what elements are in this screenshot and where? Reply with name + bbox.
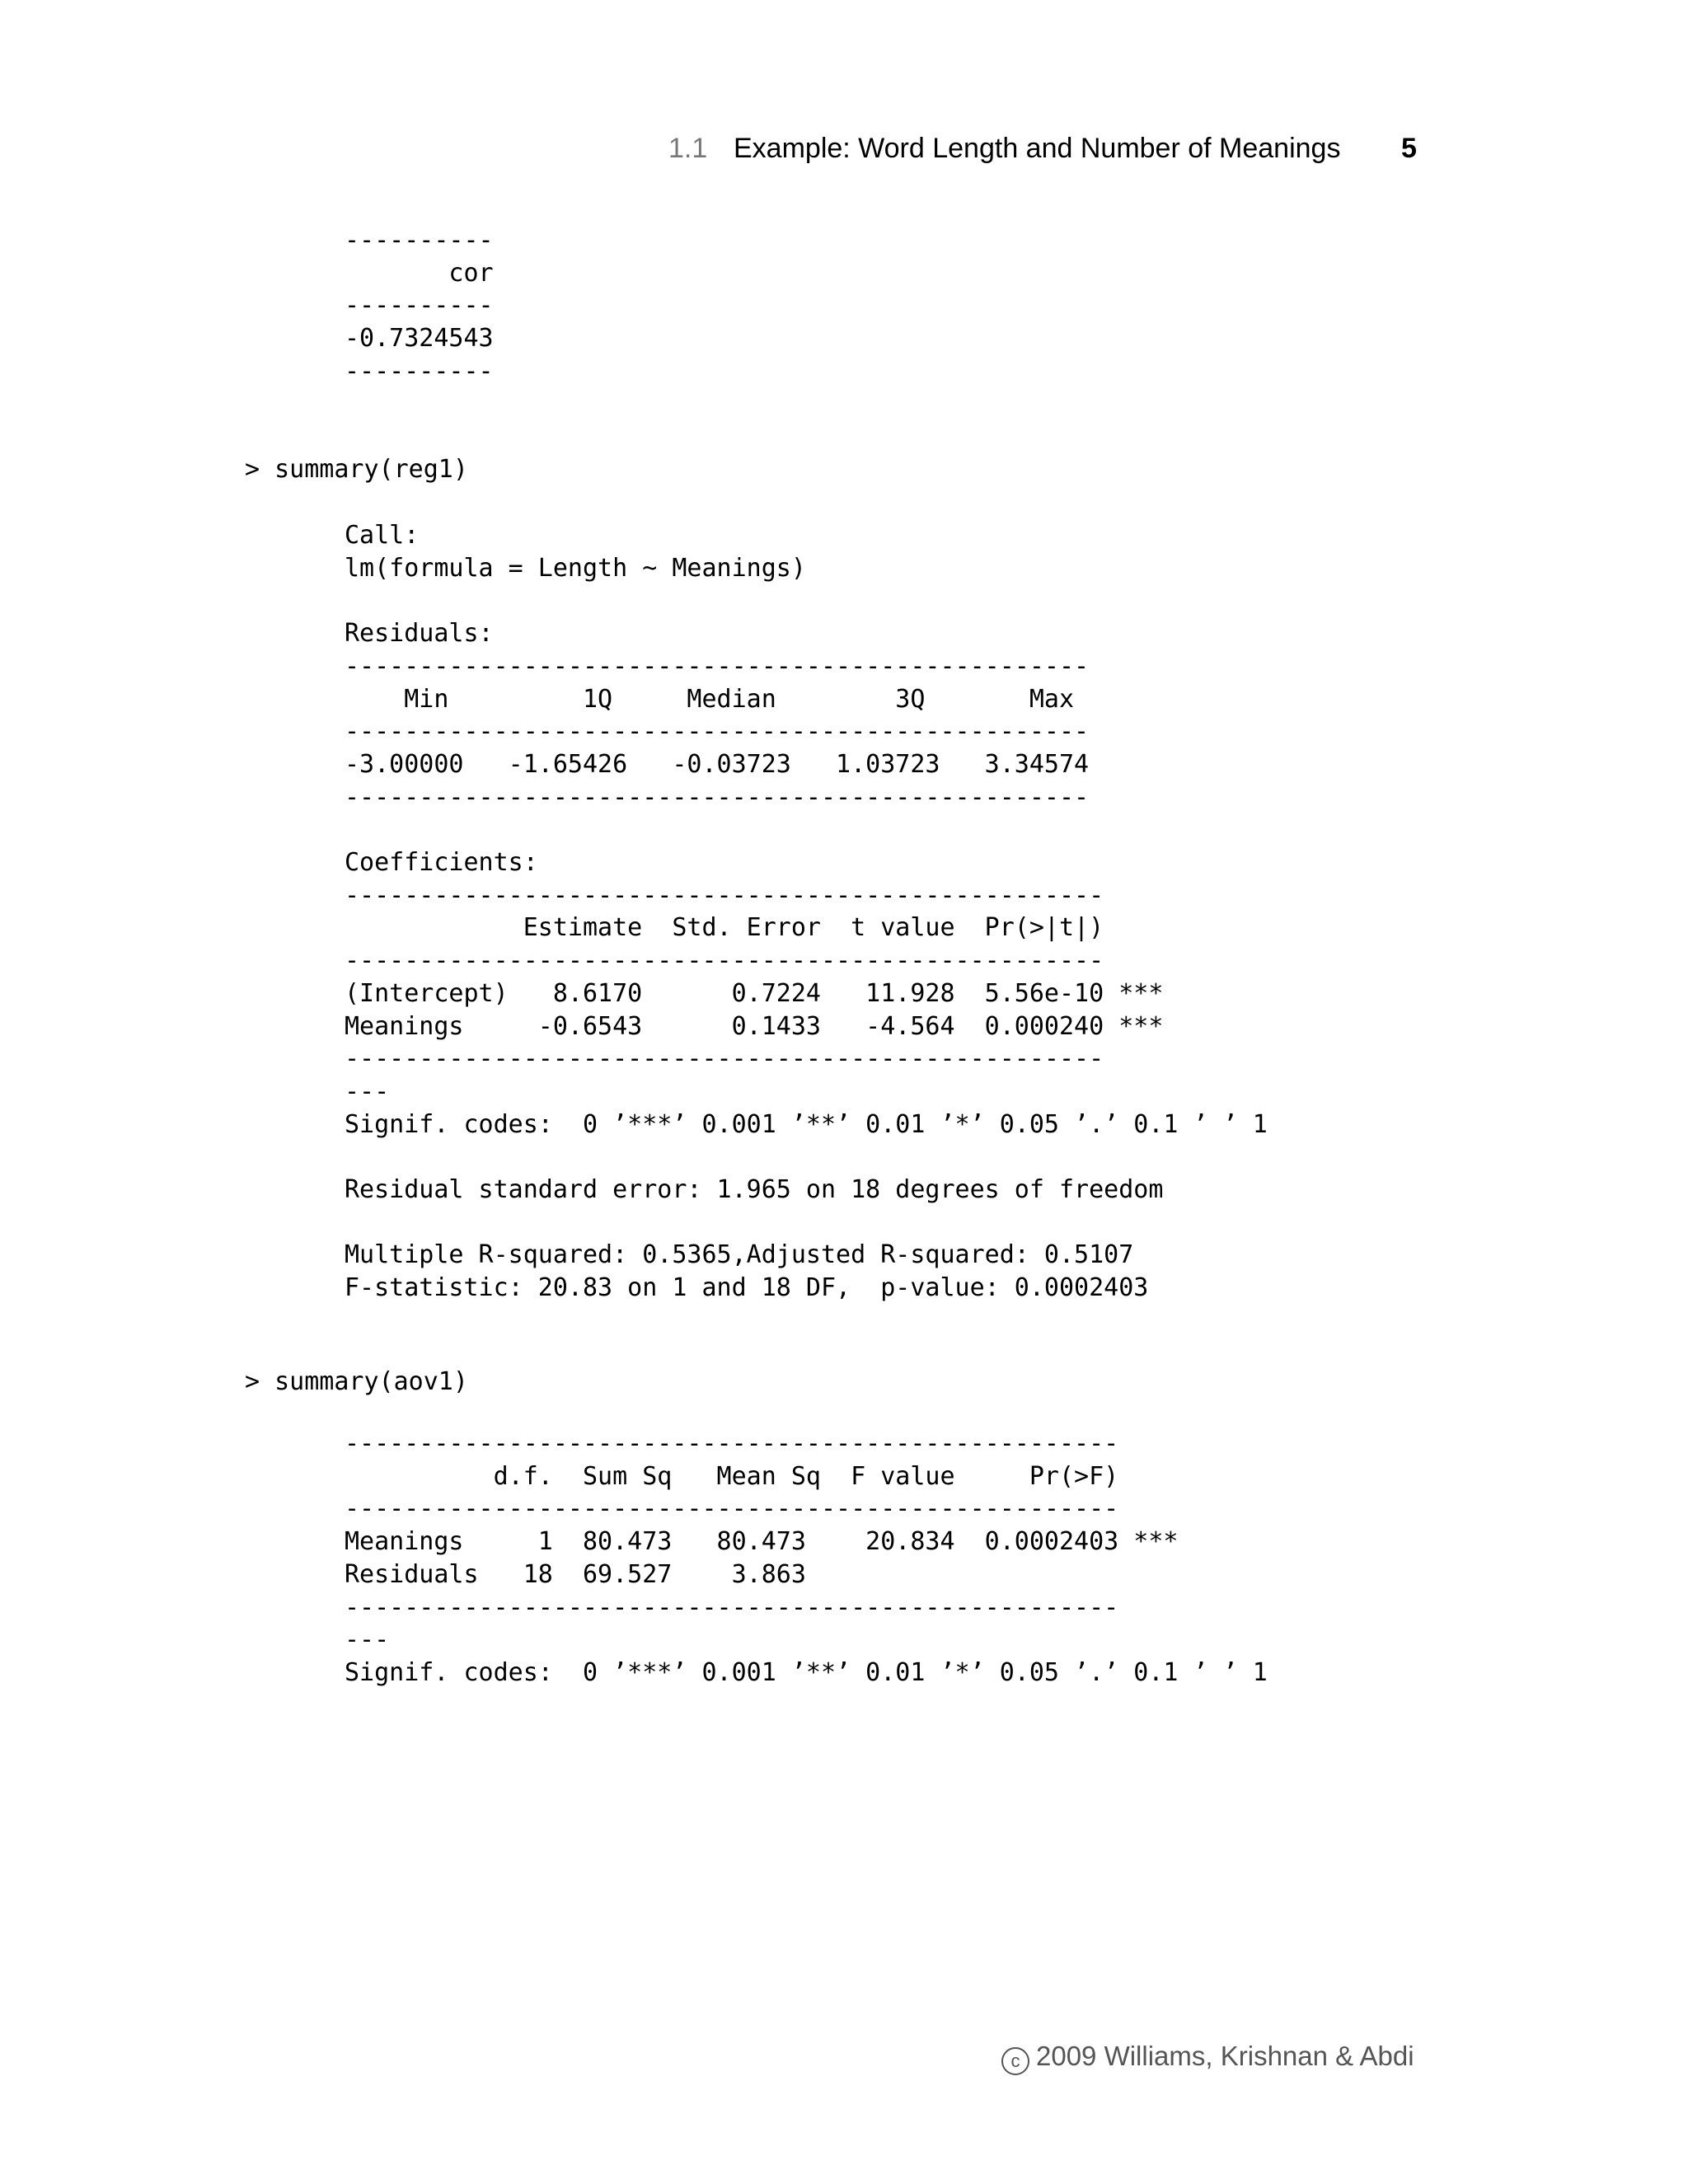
copyright-icon: c	[1001, 2047, 1029, 2075]
cor-table: ---------- cor ---------- -0.7324543 ----------	[345, 226, 494, 386]
summary-aov1-command: > summary(aov1)	[245, 1367, 468, 1396]
summary-reg1-command: > summary(reg1)	[245, 455, 468, 484]
section-number: 1.1	[668, 133, 708, 164]
running-head	[0, 124, 1688, 173]
running-head-title: Example: Word Length and Number of Meanings	[734, 133, 1341, 164]
anova-summary-output: ---------------------------------------------------- d.f. Sum Sq Mean Sq F value Pr(>F) ---------------------------------------------------- Meanings 1 80.473 80.473 20.834 0.0002403 *** Residuals 18 69.527 3.863 ---------------------------------------------------- --- Signif. codes: 0 ’***’ 0.001 ’**’ 0.01 ’*’ 0.05 ’.’ 0.1 ’ ’ 1	[345, 1429, 1268, 1687]
copyright-footer	[1001, 2036, 1414, 2077]
copyright-text: 2009 Williams, Krishnan & Abdi	[1036, 2041, 1414, 2071]
page-number: 5	[1401, 133, 1417, 164]
regression-summary-output: Call: lm(formula = Length ~ Meanings) Residuals: -------------------------------------------------- Min 1Q Median 3Q Max -------------------------------------------------- -3.00000 -1.65426 -0.03723 1.03723 3.34574 -------------------------------------------------- Coefficients: --------------------------------------------------- Estimate Std. Error t value Pr(>|t|) --------------------------------------------------- (Intercept) 8.6170 0.7224 11.928 5.56e-10 *** Meanings -0.6543 0.1433 -4.564 0.000240 *** --------------------------------------------------- --- Signif. codes: 0 ’***’ 0.001 ’**’ 0.01 ’*’ 0.05 ’.’ 0.1 ’ ’ 1 Residual standard error: 1.965 on 18 degrees of freedom Multiple R-squared: 0.5365,Adjusted R-squared: 0.5107 F-statistic: 20.83 on 1 and 18 DF, p-value: 0.0002403	[345, 521, 1268, 1303]
